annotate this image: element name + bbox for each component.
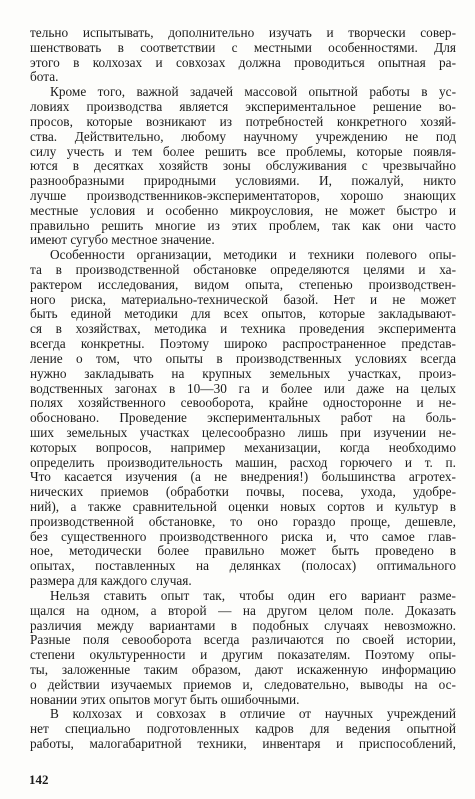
text-line: та в производственной обстановке определяются целями и ха- xyxy=(30,262,456,277)
paragraph xyxy=(30,85,456,248)
text-line: местные условия и особенно микроусловия, не может быстро и xyxy=(30,202,456,218)
text-line: быть единой методики для всех опытов, которые закладывают- xyxy=(30,306,456,322)
page-body-text xyxy=(30,26,456,752)
text-line: производственной обстановке, то оно гораздо проще, дешевле, xyxy=(30,513,456,529)
text-line: Кроме того, важной задачей массовой опытной работы в ус- xyxy=(50,84,456,100)
text-line: о действии изучаемых приемов и, следовательно, выводы на ос- xyxy=(30,676,456,692)
text-line: имеют сугубо местное значение. xyxy=(30,232,215,248)
text-line: обосновано. Проведение экспериментальных работ на боль- xyxy=(30,410,456,426)
text-line: бота. xyxy=(30,69,59,85)
text-line: ное, методически более правильно может быть проведено в xyxy=(30,543,456,559)
text-line: ются в десятках хозяйств зоны обслуживания с чрезвычайно xyxy=(30,158,456,174)
text-line: без существенного производственного риска и, что самое глав- xyxy=(30,528,456,544)
text-line: всегда конкретны. Поэтому широко распространенное представ- xyxy=(30,336,456,352)
text-line: Нельзя ставить опыт так, чтобы один его вариант разме- xyxy=(50,587,456,603)
text-line: тельно испытывать, дополнительно изучать и творчески совер- xyxy=(30,25,456,40)
text-line: рактером исследования, видом опыта, степенью производствен- xyxy=(30,276,456,292)
paragraph xyxy=(30,26,456,85)
text-line: новании этих опытов могут быть ошибочными. xyxy=(30,691,300,707)
text-line: различия между вариантами в подобных случаях невозможно. xyxy=(30,617,456,633)
page-number: 142 xyxy=(29,772,49,787)
text-line: нет специально подготовленных кадров для ведения опытной xyxy=(30,721,456,737)
text-line: В колхозах и совхозах в отличие от научных учреждений xyxy=(50,706,456,722)
text-line: шенствовать в соответствии с местными особенностями. Для xyxy=(30,39,456,55)
text-line: опытах, поставленных на делянках (полосах) оптимального xyxy=(30,558,456,574)
text-line: полях хозяйственного севооборота, крайне односторонне и не- xyxy=(30,395,456,411)
text-line: нужно закладывать на крупных земельных участках, произ- xyxy=(30,365,456,381)
text-line: водственных загонах в 10—30 га и более или даже на целых xyxy=(30,380,456,396)
text-line: Особенности организации, методики и техники полевого опы- xyxy=(50,247,456,263)
text-line: которых вопросов, например механизации, когда необходимо xyxy=(30,439,456,455)
text-line: лучше производственников-экспериментаторов, хорошо знающих xyxy=(30,187,456,203)
text-line: ление о том, что опыты в производственных условиях всегда xyxy=(30,350,456,366)
text-line: определить производительность машин, расход горючего и т. п. xyxy=(30,454,456,470)
text-line: правильно решить многие из этих проблем, так как они часто xyxy=(30,217,456,233)
paragraph xyxy=(30,589,456,708)
text-line: нических приемов (обработки почвы, посева, ухода, удобре- xyxy=(30,484,456,500)
text-line: ного риска, материально-технической базой. Нет и не может xyxy=(30,291,456,307)
text-line: щался на одном, а второй — на другом целом поле. Доказать xyxy=(30,602,456,618)
text-line: просов, которые возникают из потребностей конкретного хозяй- xyxy=(30,113,456,129)
text-line: ства. Действительно, любому научному учреждению не под xyxy=(30,128,456,144)
text-line: этого в колхозах и совхозах должна проводиться опытная ра- xyxy=(30,54,456,70)
text-line: размера для каждого случая. xyxy=(30,573,192,589)
text-line: ловиях производства является экспериментальное решение во- xyxy=(30,99,456,115)
text-line: работы, малогабаритной техники, инвентаря и приспособлений, xyxy=(30,736,456,751)
text-line: степени окультуренности и другим показателям. Поэтому опы- xyxy=(30,647,456,663)
text-line: ний), а также сравнительной оценки новых сортов и культур в xyxy=(30,499,456,514)
text-line: ших земельных участках целесообразно лишь при изучении не- xyxy=(30,424,456,440)
text-line: Разные поля севооборота всегда различаются по своей истории, xyxy=(30,632,456,648)
paragraph xyxy=(30,707,456,751)
text-line: ты, заложенные таким образом, дают искаженную информацию xyxy=(30,661,456,677)
text-line: силу учесть и тем более решить все проблемы, которые появля- xyxy=(30,143,456,159)
text-line: ся в хозяйствах, методика и техника проведения эксперимента xyxy=(30,321,456,337)
text-line: Что касается изучения (а не внедрения!) большинства агротех- xyxy=(30,469,456,485)
paragraph xyxy=(30,248,456,589)
text-line: разнообразными природными условиями. И, пожалуй, никто xyxy=(30,173,456,189)
